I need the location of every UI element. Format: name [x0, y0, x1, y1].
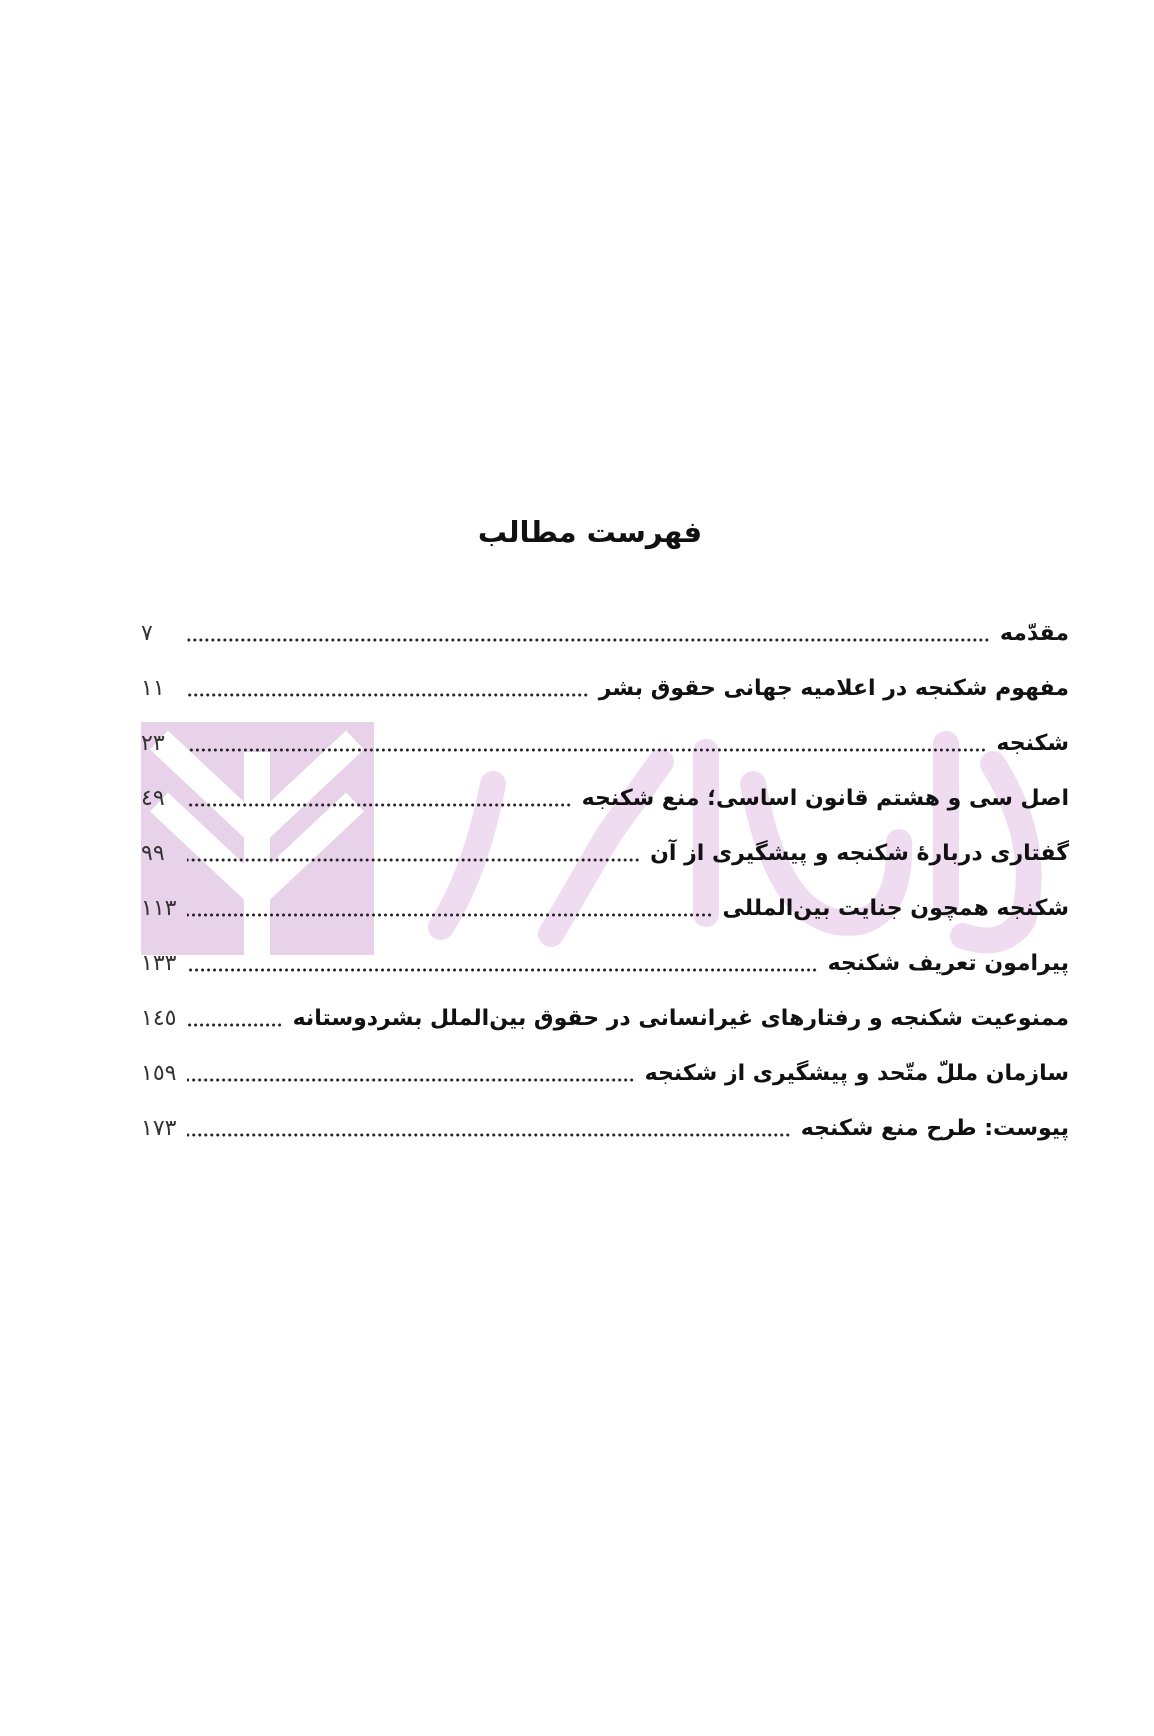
- dot-leader: [187, 803, 572, 807]
- dot-leader: [187, 638, 990, 642]
- table-of-contents: [141, 606, 1069, 1156]
- dot-leader: [187, 968, 818, 972]
- dot-leader: [187, 1133, 791, 1137]
- toc-entry-title: گفتاری دربارهٔ شکنجه و پیشگیری از آن: [650, 841, 1069, 866]
- toc-entry-page-number: ١١٣: [141, 896, 177, 921]
- toc-entry-page-number: ٩٩: [141, 841, 165, 866]
- dot-leader: [187, 1078, 635, 1082]
- toc-entry-title: مفهوم شکنجه در اعلامیه جهانی حقوق بشر: [598, 676, 1069, 701]
- toc-entry[interactable]: [141, 606, 1069, 661]
- dot-leader: [187, 913, 713, 917]
- toc-entry-title: ممنوعیت شکنجه و رفتارهای غیرانسانی در حقوق بین‌الملل بشردوستانه: [292, 1006, 1069, 1031]
- toc-entry[interactable]: [141, 991, 1069, 1046]
- toc-entry-title: مقدّمه: [999, 621, 1069, 646]
- toc-entry-title: سازمان مللّ متّحد و پیشگیری از شکنجه: [644, 1061, 1069, 1086]
- toc-entry-title: پیرامون تعریف شکنجه: [827, 951, 1069, 976]
- dot-leader: [187, 748, 986, 752]
- toc-entry-page-number: ١١: [141, 676, 165, 701]
- toc-entry[interactable]: [141, 881, 1069, 936]
- toc-entry[interactable]: [141, 1046, 1069, 1101]
- toc-entry-title: پیوست: طرح منع شکنجه: [800, 1116, 1069, 1141]
- toc-entry[interactable]: [141, 1101, 1069, 1156]
- toc-entry[interactable]: [141, 661, 1069, 716]
- dot-leader: [187, 1023, 283, 1027]
- toc-entry[interactable]: [141, 771, 1069, 826]
- toc-entry-title: شکنجه: [996, 731, 1069, 756]
- toc-entry-page-number: ١٣٣: [141, 951, 177, 976]
- toc-entry-page-number: ١٤٥: [141, 1006, 177, 1031]
- toc-entry[interactable]: [141, 936, 1069, 991]
- dot-leader: [187, 858, 640, 862]
- toc-entry-page-number: ٢٣: [141, 731, 165, 756]
- toc-heading: فهرست مطالب: [477, 515, 703, 549]
- toc-entry-page-number: ١٥٩: [141, 1061, 177, 1086]
- toc-entry[interactable]: [141, 826, 1069, 881]
- toc-entry-page-number: ٤٩: [141, 786, 165, 811]
- toc-entry-page-number: ١٧٣: [141, 1116, 177, 1141]
- toc-entry[interactable]: [141, 716, 1069, 771]
- dot-leader: [187, 693, 589, 697]
- toc-entry-title: اصل سی و هشتم قانون اساسی؛ منع شکنجه: [581, 786, 1069, 811]
- toc-entry-page-number: ٧: [141, 621, 153, 646]
- toc-entry-title: شکنجه همچون جنایت بین‌المللی: [722, 896, 1069, 921]
